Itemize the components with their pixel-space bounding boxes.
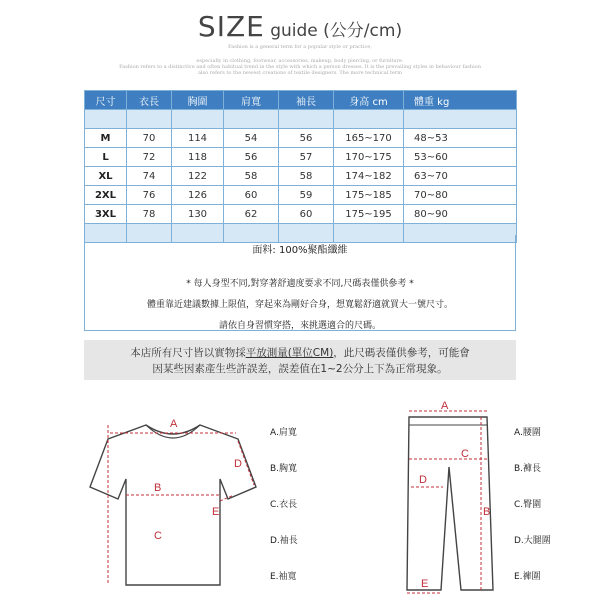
col-weight: 體重 kg — [404, 91, 517, 110]
fit-note-1: * 每人身型不同,對穿著舒適度要求不同,尺碼表僅供參考 * — [186, 279, 414, 289]
tshirt-marker-b: B — [154, 482, 162, 494]
col-chest: 胸圍 — [172, 91, 224, 110]
table-cell: 54 — [224, 129, 279, 148]
legend-item: A.肩寬 — [270, 428, 297, 438]
table-cell: 170~175 — [334, 148, 404, 167]
table-cell: 58 — [279, 167, 334, 186]
table-cell: 130 — [172, 205, 224, 224]
fine-print-1: Fashion is a general term for a popular style or practice, — [228, 44, 372, 50]
col-shoulder: 肩寬 — [224, 91, 279, 110]
table-cell: 126 — [172, 186, 224, 205]
table-cell: 2XL — [85, 186, 127, 205]
pants-marker-b: B — [483, 506, 491, 518]
table-cell: 118 — [172, 148, 224, 167]
tshirt-marker-d: D — [234, 458, 242, 470]
table-cell: 70 — [127, 129, 172, 148]
pants-marker-e: E — [421, 578, 429, 590]
table-cell: 48~53 — [404, 129, 517, 148]
table-cell: 57 — [279, 148, 334, 167]
legend-item: B.胸寬 — [270, 464, 298, 474]
fit-note-2: 體重靠近建議數據上限值，穿起來為剛好合身，想寬鬆舒適就買大一號尺寸。 — [146, 300, 453, 310]
tshirt-outline — [90, 425, 256, 585]
table-row — [85, 148, 517, 167]
table-cell: M — [85, 129, 127, 148]
legend-item: D.大腿圍 — [514, 536, 551, 546]
col-length: 衣長 — [127, 91, 172, 110]
banner-underlined: 平放測量(單位CM) — [245, 347, 334, 359]
measurement-banner — [84, 340, 516, 380]
table-cell: 76 — [127, 186, 172, 205]
legend-item: E.袖寬 — [270, 572, 297, 582]
table-cell: 53~60 — [404, 148, 517, 167]
table-cell: 122 — [172, 167, 224, 186]
pants-marker-a: A — [441, 400, 449, 412]
table-cell: 59 — [279, 186, 334, 205]
table-cell: 70~80 — [404, 186, 517, 205]
table-cell: 60 — [224, 186, 279, 205]
table-cell: 174~182 — [334, 167, 404, 186]
title-sub: guide (公分/cm) — [264, 21, 403, 41]
table-cell: 165~170 — [334, 129, 404, 148]
legend-item: E.褲圍 — [514, 572, 541, 582]
table-cell: L — [85, 148, 127, 167]
table-cell: 175~195 — [334, 205, 404, 224]
table-cell: 114 — [172, 129, 224, 148]
fine-print-3: Fashion refers to a distinctive and often habitual trend in the style with which a person dresses. It is the prevailing styles in behaviour fashion — [119, 64, 481, 70]
legend-item: C.衣長 — [270, 500, 298, 510]
table-spacer-row — [85, 110, 517, 129]
table-cell: 62 — [224, 205, 279, 224]
pants-diagram — [395, 395, 505, 595]
size-table — [84, 90, 517, 243]
col-size: 尺寸 — [85, 91, 127, 110]
table-row — [85, 186, 517, 205]
tshirt-marker-a: A — [170, 418, 178, 430]
tshirt-diagram — [88, 395, 258, 595]
legend-item: B.褲長 — [514, 464, 542, 474]
table-cell: 63~70 — [404, 167, 517, 186]
fit-note-3: 請依自身習慣穿搭，來挑選適合的尺碼。 — [218, 321, 381, 331]
title-main: SIZE — [197, 10, 265, 43]
tshirt-marker-e: E — [212, 506, 220, 518]
col-sleeve: 袖長 — [279, 91, 334, 110]
size-guide-title — [0, 10, 600, 43]
table-row — [85, 129, 517, 148]
notes-box — [84, 235, 516, 331]
table-cell: 80~90 — [404, 205, 517, 224]
fine-print-2: especially in clothing, footwear, accessories, makeup, body piercing, or furniture. — [196, 58, 404, 64]
pants-marker-d: D — [419, 474, 427, 486]
table-cell: 78 — [127, 205, 172, 224]
table-cell: XL — [85, 167, 127, 186]
table-cell: 72 — [127, 148, 172, 167]
table-cell: 3XL — [85, 205, 127, 224]
banner-line-2: 因某些因素產生些許誤差，誤差值在1~2公分上下為正常現象。 — [152, 363, 448, 375]
table-cell: 74 — [127, 167, 172, 186]
table-row — [85, 205, 517, 224]
col-height: 身高 cm — [334, 91, 404, 110]
pants-marker-c: C — [461, 448, 469, 460]
legend-item: A.腰圍 — [514, 428, 541, 438]
table-row — [85, 167, 517, 186]
table-cell: 56 — [224, 148, 279, 167]
banner-text: ，此尺碼表僅供參考，可能會 — [333, 347, 470, 359]
pants-outline — [407, 417, 493, 590]
table-cell: 58 — [224, 167, 279, 186]
table-cell: 60 — [279, 205, 334, 224]
legend-item: D.袖長 — [270, 536, 298, 546]
legend-item: C.臀圍 — [514, 500, 542, 510]
fine-print-4: also refers to the newest creations of textile designers. The more technical term — [197, 70, 403, 76]
table-cell: 56 — [279, 129, 334, 148]
fabric-note: 面料: 100%聚酯纖維 — [252, 245, 348, 256]
table-header-row — [85, 91, 517, 110]
tshirt-marker-c: C — [154, 530, 162, 542]
table-cell: 175~185 — [334, 186, 404, 205]
banner-text: 本店所有尺寸皆以實物採 — [130, 347, 246, 359]
